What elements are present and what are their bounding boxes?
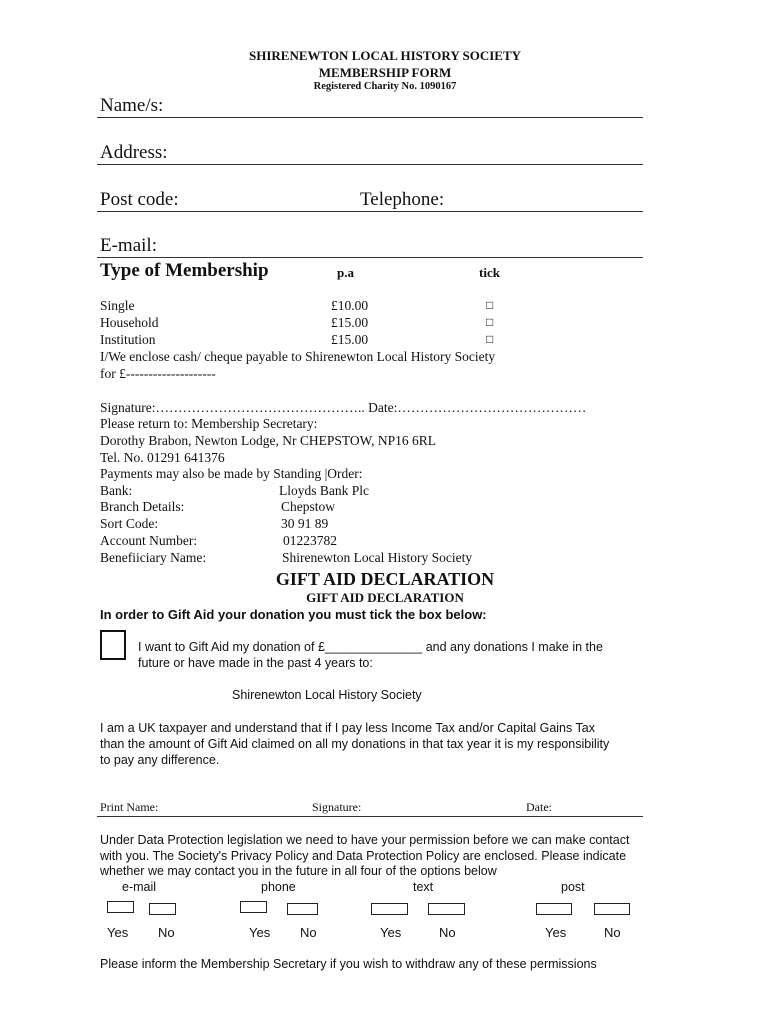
gift-aid-instruction: In order to Gift Aid your donation you must tick the box below: <box>100 607 487 622</box>
postcode-label: Post code: <box>100 189 179 210</box>
print-name-signature-date-field[interactable] <box>97 816 643 817</box>
bank-detail-label: Bank: <box>100 483 133 498</box>
tick-checkbox[interactable]: □ <box>486 332 494 346</box>
telephone-label: Telephone: <box>360 189 445 210</box>
data-protection-text: Under Data Protection legislation we need to have your permission before we can make contact <box>100 833 630 847</box>
email-label: E-mail: <box>100 235 157 256</box>
post-yes-checkbox[interactable] <box>536 903 572 915</box>
society-name: SHIRENEWTON LOCAL HISTORY SOCIETY <box>248 48 522 63</box>
option-label-post: post <box>561 880 585 894</box>
gift-aid-statement[interactable]: I want to Gift Aid my donation of £______________ and any donations I make in the <box>138 640 603 654</box>
membership-price: £15.00 <box>331 332 369 347</box>
gift-aid-statement-cont: future or have made in the past 4 years to: <box>138 656 373 670</box>
return-address: Dorothy Brabon, Newton Lodge, Nr CHEPSTOW, NP16 6RL <box>100 433 436 448</box>
address-label: Address: <box>100 142 168 163</box>
form-title: MEMBERSHIP FORM <box>318 65 452 80</box>
return-telephone: Tel. No. 01291 641376 <box>100 450 225 465</box>
taxpayer-statement: than the amount of Gift Aid claimed on all my donations in that tax year it is my responsibility <box>100 737 610 751</box>
tick-checkbox[interactable]: □ <box>486 298 494 312</box>
membership-type: Single <box>100 298 135 313</box>
gift-aid-checkbox[interactable] <box>100 630 126 660</box>
tick-checkbox[interactable]: □ <box>486 315 494 329</box>
text-no-checkbox[interactable] <box>428 903 465 915</box>
phone-yes-label: Yes <box>249 925 271 940</box>
charity-number: Registered Charity No. 1090167 <box>313 81 457 92</box>
option-label-email: e-mail <box>122 880 157 894</box>
post-no-label: No <box>604 925 621 940</box>
membership-price: £15.00 <box>331 315 369 330</box>
enclose-statement: I/We enclose cash/ cheque payable to Shirenewton Local History Society <box>100 349 496 364</box>
email-yes-checkbox[interactable] <box>107 901 134 913</box>
post-no-checkbox[interactable] <box>594 903 630 915</box>
email-no-label: No <box>158 925 175 940</box>
return-heading: Please return to: Membership Secretary: <box>100 416 318 431</box>
address-field[interactable] <box>97 164 643 165</box>
gift-aid-society: Shirenewton Local History Society <box>232 688 422 702</box>
gift-aid-title: GIFT AID DECLARATION <box>275 569 495 589</box>
pa-column-header: p.a <box>337 265 354 280</box>
bank-detail-label: Sort Code: <box>100 516 159 531</box>
text-yes-label: Yes <box>380 925 402 940</box>
bank-detail-value: 30 91 89 <box>281 516 329 531</box>
names-field[interactable] <box>97 117 643 118</box>
membership-type: Institution <box>100 332 156 347</box>
option-label-text: text <box>413 880 434 894</box>
postcode-telephone-field[interactable] <box>97 211 643 212</box>
membership-type: Household <box>100 315 159 330</box>
email-yes-label: Yes <box>107 925 129 940</box>
membership-heading: Type of Membership <box>100 260 269 281</box>
data-protection-text: with you. The Society's Privacy Policy and Data Protection Policy are enclosed. Please indicate <box>100 849 627 863</box>
post-yes-label: Yes <box>545 925 567 940</box>
bank-detail-value: Shirenewton Local History Society <box>282 550 473 565</box>
phone-no-label: No <box>300 925 317 940</box>
bank-detail-value: Lloyds Bank Plc <box>279 483 369 498</box>
phone-yes-checkbox[interactable] <box>240 901 267 913</box>
withdraw-permissions-note: Please inform the Membership Secretary if you wish to withdraw any of these permissions <box>100 957 597 971</box>
text-yes-checkbox[interactable] <box>371 903 408 915</box>
bank-detail-value: Chepstow <box>281 499 335 514</box>
phone-no-checkbox[interactable] <box>287 903 318 915</box>
bank-detail-label: Branch Details: <box>100 499 185 514</box>
enclose-amount-field[interactable]: for £-------------------- <box>100 366 216 381</box>
signature-date-line[interactable]: Signature:……………………………………….. Date:…………………………………… <box>100 400 587 415</box>
gift-aid-subtitle: GIFT AID DECLARATION <box>306 590 464 605</box>
membership-price: £10.00 <box>331 298 369 313</box>
tick-column-header: tick <box>479 265 500 280</box>
taxpayer-statement: I am a UK taxpayer and understand that if I pay less Income Tax and/or Capital Gains Tax <box>100 721 595 735</box>
option-label-phone: phone <box>261 880 296 894</box>
data-protection-text: whether we may contact you in the future in all four of the options below <box>100 864 497 878</box>
standing-order-note: Payments may also be made by Standing |Order: <box>100 466 363 481</box>
bank-detail-label: Account Number: <box>100 533 198 548</box>
print-name-label: Print Name: <box>100 800 159 814</box>
taxpayer-statement: to pay any difference. <box>100 753 220 767</box>
text-no-label: No <box>439 925 456 940</box>
print-signature-label: Signature: <box>312 800 362 814</box>
names-label: Name/s: <box>100 95 164 116</box>
email-field[interactable] <box>97 257 643 258</box>
bank-detail-label: Benefiiciary Name: <box>100 550 207 565</box>
email-no-checkbox[interactable] <box>149 903 176 915</box>
print-date-label: Date: <box>526 800 552 814</box>
bank-detail-value: 01223782 <box>283 533 337 548</box>
